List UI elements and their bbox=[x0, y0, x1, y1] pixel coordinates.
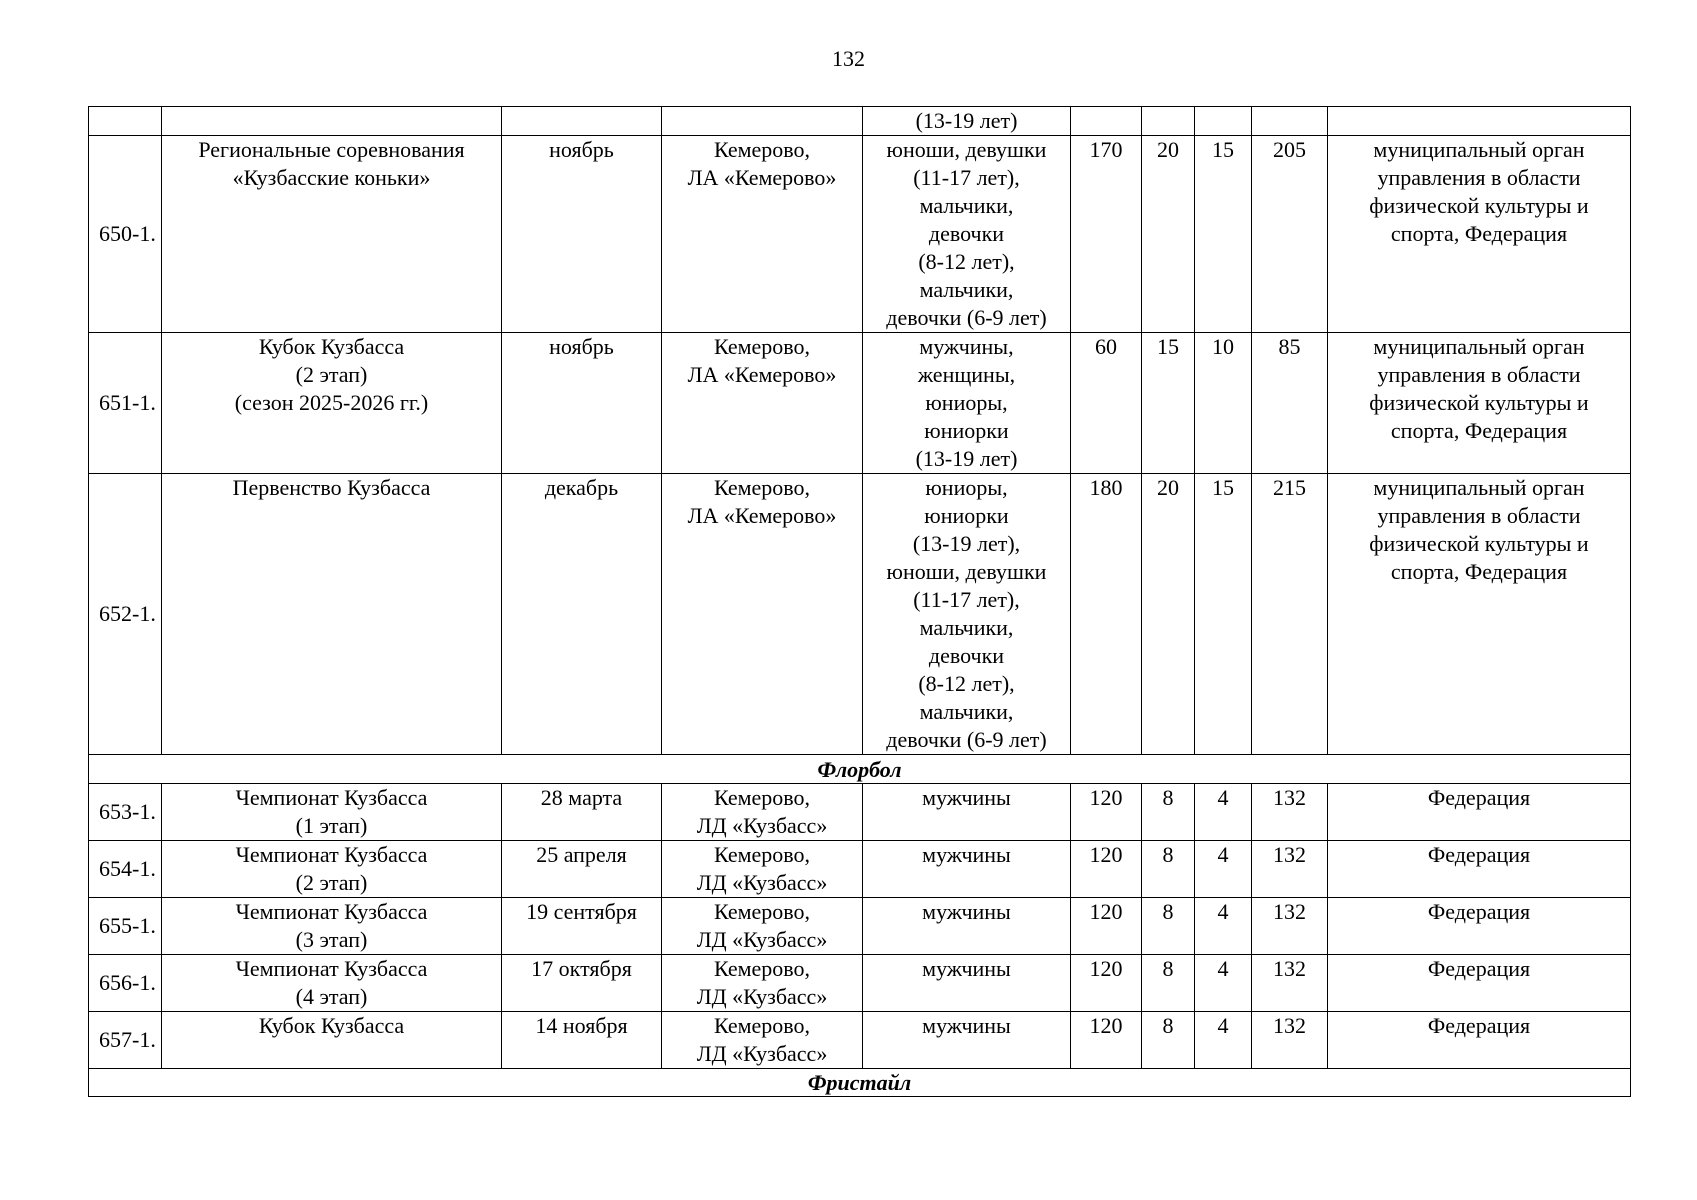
cell-number: 655-1. bbox=[89, 898, 162, 955]
cell-count-1: 120 bbox=[1071, 1012, 1142, 1069]
cell-date: ноябрь bbox=[502, 333, 662, 474]
cell-place: Кемерово, ЛД «Кузбасс» bbox=[662, 784, 863, 841]
cell-organizer: муниципальный орган управления в области физической культуры и спорта, Федерация bbox=[1328, 474, 1631, 755]
cell-count-2: 8 bbox=[1142, 784, 1195, 841]
section-title-floorball: Флорбол bbox=[89, 755, 1631, 784]
cell-date: 17 октября bbox=[502, 955, 662, 1012]
cell-count-2 bbox=[1142, 107, 1195, 136]
cell-organizer: Федерация bbox=[1328, 784, 1631, 841]
cell-participants: юниоры, юниорки (13-19 лет), юноши, девушки (11-17 лет), мальчики, девочки (8-12 лет), мальчики, девочки (6-9 лет) bbox=[863, 474, 1071, 755]
cell-count-2: 8 bbox=[1142, 1012, 1195, 1069]
cell-place: Кемерово, ЛД «Кузбасс» bbox=[662, 898, 863, 955]
cell-participants: мужчины bbox=[863, 1012, 1071, 1069]
section-title-freestyle: Фристайл bbox=[89, 1069, 1631, 1097]
cell-event-name: Кубок Кузбасса (2 этап) (сезон 2025-2026 гг.) bbox=[162, 333, 502, 474]
cell-participants: юноши, девушки (11-17 лет), мальчики, девочки (8-12 лет), мальчики, девочки (6-9 лет) bbox=[863, 136, 1071, 333]
cell-count-2: 20 bbox=[1142, 474, 1195, 755]
cell-count-1: 170 bbox=[1071, 136, 1142, 333]
cell-count-3: 4 bbox=[1195, 784, 1252, 841]
cell-count-3: 15 bbox=[1195, 474, 1252, 755]
cell-date: 19 сентября bbox=[502, 898, 662, 955]
cell-date bbox=[502, 107, 662, 136]
cell-place: Кемерово, ЛА «Кемерово» bbox=[662, 333, 863, 474]
events-table bbox=[88, 106, 1631, 1097]
table-row bbox=[89, 1012, 1631, 1069]
cell-event-name: Чемпионат Кузбасса (1 этап) bbox=[162, 784, 502, 841]
cell-organizer: муниципальный орган управления в области физической культуры и спорта, Федерация bbox=[1328, 136, 1631, 333]
cell-number: 653-1. bbox=[89, 784, 162, 841]
cell-participants: мужчины, женщины, юниоры, юниорки (13-19 лет) bbox=[863, 333, 1071, 474]
cell-count-2: 8 bbox=[1142, 841, 1195, 898]
cell-date: 28 марта bbox=[502, 784, 662, 841]
cell-count-2: 15 bbox=[1142, 333, 1195, 474]
cell-number: 654-1. bbox=[89, 841, 162, 898]
cell-total bbox=[1252, 107, 1328, 136]
cell-date: 25 апреля bbox=[502, 841, 662, 898]
cell-number: 650-1. bbox=[89, 136, 162, 333]
cell-count-1: 120 bbox=[1071, 784, 1142, 841]
cell-event-name: Кубок Кузбасса bbox=[162, 1012, 502, 1069]
section-row-freestyle bbox=[89, 1069, 1631, 1097]
table-row bbox=[89, 136, 1631, 333]
cell-organizer bbox=[1328, 107, 1631, 136]
cell-count-1: 60 bbox=[1071, 333, 1142, 474]
cell-place: Кемерово, ЛА «Кемерово» bbox=[662, 474, 863, 755]
cell-number: 652-1. bbox=[89, 474, 162, 755]
table-row-continuation bbox=[89, 107, 1631, 136]
cell-participants: мужчины bbox=[863, 955, 1071, 1012]
cell-count-2: 8 bbox=[1142, 898, 1195, 955]
cell-place bbox=[662, 107, 863, 136]
cell-number: 651-1. bbox=[89, 333, 162, 474]
cell-count-3: 4 bbox=[1195, 841, 1252, 898]
cell-count-3: 10 bbox=[1195, 333, 1252, 474]
cell-organizer: Федерация bbox=[1328, 841, 1631, 898]
cell-event-name: Чемпионат Кузбасса (4 этап) bbox=[162, 955, 502, 1012]
section-row-floorball bbox=[89, 755, 1631, 784]
cell-event-name bbox=[162, 107, 502, 136]
cell-total: 132 bbox=[1252, 784, 1328, 841]
cell-number: 656-1. bbox=[89, 955, 162, 1012]
cell-place: Кемерово, ЛД «Кузбасс» bbox=[662, 1012, 863, 1069]
cell-event-name: Чемпионат Кузбасса (2 этап) bbox=[162, 841, 502, 898]
cell-total: 132 bbox=[1252, 1012, 1328, 1069]
table-row bbox=[89, 898, 1631, 955]
cell-total: 85 bbox=[1252, 333, 1328, 474]
cell-place: Кемерово, ЛД «Кузбасс» bbox=[662, 841, 863, 898]
cell-count-1: 120 bbox=[1071, 898, 1142, 955]
cell-count-3: 4 bbox=[1195, 955, 1252, 1012]
cell-total: 132 bbox=[1252, 841, 1328, 898]
cell-organizer: Федерация bbox=[1328, 955, 1631, 1012]
cell-total: 132 bbox=[1252, 955, 1328, 1012]
cell-date: декабрь bbox=[502, 474, 662, 755]
cell-count-3: 4 bbox=[1195, 1012, 1252, 1069]
table-row bbox=[89, 784, 1631, 841]
cell-count-1: 180 bbox=[1071, 474, 1142, 755]
cell-count-1 bbox=[1071, 107, 1142, 136]
cell-date: 14 ноября bbox=[502, 1012, 662, 1069]
cell-participants: (13-19 лет) bbox=[863, 107, 1071, 136]
cell-organizer: Федерация bbox=[1328, 1012, 1631, 1069]
cell-count-3: 4 bbox=[1195, 898, 1252, 955]
cell-organizer: муниципальный орган управления в области физической культуры и спорта, Федерация bbox=[1328, 333, 1631, 474]
cell-participants: мужчины bbox=[863, 841, 1071, 898]
cell-count-3: 15 bbox=[1195, 136, 1252, 333]
table-row bbox=[89, 841, 1631, 898]
cell-event-name: Региональные соревнования «Кузбасские коньки» bbox=[162, 136, 502, 333]
cell-event-name: Чемпионат Кузбасса (3 этап) bbox=[162, 898, 502, 955]
cell-place: Кемерово, ЛД «Кузбасс» bbox=[662, 955, 863, 1012]
table-row bbox=[89, 333, 1631, 474]
cell-place: Кемерово, ЛА «Кемерово» bbox=[662, 136, 863, 333]
cell-number: 657-1. bbox=[89, 1012, 162, 1069]
cell-total: 215 bbox=[1252, 474, 1328, 755]
table-row bbox=[89, 955, 1631, 1012]
cell-event-name: Первенство Кузбасса bbox=[162, 474, 502, 755]
cell-organizer: Федерация bbox=[1328, 898, 1631, 955]
cell-date: ноябрь bbox=[502, 136, 662, 333]
page-number: 132 bbox=[832, 46, 865, 71]
cell-count-3 bbox=[1195, 107, 1252, 136]
table-row bbox=[89, 474, 1631, 755]
cell-count-2: 8 bbox=[1142, 955, 1195, 1012]
cell-count-1: 120 bbox=[1071, 955, 1142, 1012]
cell-total: 205 bbox=[1252, 136, 1328, 333]
cell-count-2: 20 bbox=[1142, 136, 1195, 333]
cell-total: 132 bbox=[1252, 898, 1328, 955]
cell-participants: мужчины bbox=[863, 898, 1071, 955]
cell-participants: мужчины bbox=[863, 784, 1071, 841]
cell-count-1: 120 bbox=[1071, 841, 1142, 898]
cell-number bbox=[89, 107, 162, 136]
